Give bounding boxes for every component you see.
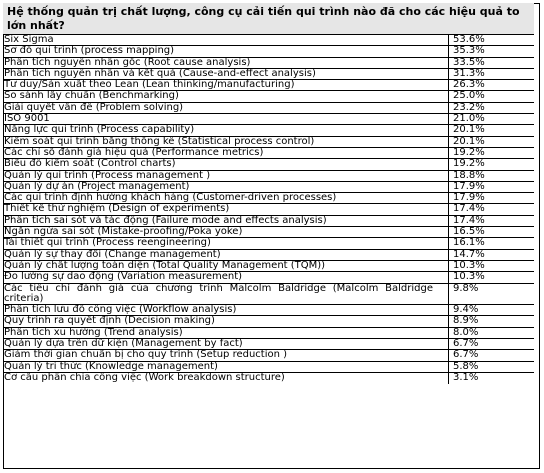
row-label: Biểu đồ kiểm soát (Control charts): [4, 159, 176, 170]
row-value: 6.7%: [448, 339, 528, 349]
table-row: [3, 316, 534, 327]
table-row: [3, 284, 534, 306]
row-value: 16.1%: [448, 238, 528, 248]
row-value: 10.3%: [448, 261, 528, 271]
row-label: Quản lý qui trình (Process management ): [4, 170, 211, 181]
row-label: Ngăn ngừa sai sót (Mistake-proofing/Poka yoke): [4, 227, 243, 238]
row-value: 14.7%: [448, 250, 528, 260]
row-value: 8.0%: [448, 328, 528, 338]
row-label: ISO 9001: [4, 114, 50, 125]
row-label: Quản lý dựa trên dữ kiện (Management by fact): [4, 338, 243, 349]
table-row: [3, 272, 534, 283]
row-value: 9.4%: [448, 305, 528, 315]
row-value: 31.3%: [448, 69, 528, 79]
row-label: Phân tích xu hướng (Trend analysis): [4, 327, 183, 338]
row-value: 21.0%: [448, 114, 528, 124]
row-value: 20.1%: [448, 125, 528, 135]
row-label: Các qui trình định hướng khách hàng (Customer-driven processes): [4, 193, 337, 204]
table-row: [3, 159, 534, 170]
row-value: 26.3%: [448, 80, 528, 90]
row-label: Quản lý chất lượng toàn diện (Total Quality Management (TQM)): [4, 260, 326, 271]
row-value: 6.7%: [448, 350, 528, 360]
row-value: 17.4%: [448, 216, 528, 226]
row-value: 8.9%: [448, 316, 528, 326]
row-value: 16.5%: [448, 227, 528, 237]
row-label: Đo lường sự dao động (Variation measurement): [4, 272, 243, 283]
row-label: Quản lý dự án (Project management): [4, 181, 190, 192]
row-value: 33.5%: [448, 58, 528, 68]
row-label: Quản lý sự thay đổi (Change management): [4, 249, 221, 260]
row-value: 19.2%: [448, 148, 528, 158]
row-label: Giảm thời gian chuẩn bị cho quy trình (Setup reduction ): [4, 350, 288, 361]
table-row: [3, 238, 534, 249]
table-row: [3, 373, 534, 384]
row-label: Tái thiết qui trình (Process reengineering): [4, 238, 211, 249]
row-value: 3.1%: [448, 373, 528, 384]
row-label: Tư duy/Sản xuất theo Lean (Lean thinking/manufacturing): [4, 80, 295, 91]
row-label: Các tiêu chí đánh giá của chương trình Malcolm Baldridge (Malcolm Baldridge criteria): [4, 283, 433, 305]
row-value: 35.3%: [448, 46, 528, 56]
row-label: Sơ đồ qui trình (process mapping): [4, 46, 175, 57]
row-value: 25.0%: [448, 91, 528, 101]
table-row: [3, 46, 534, 57]
table-row: [3, 125, 534, 136]
row-value: 53.6%: [448, 35, 528, 45]
table-header: Hệ thống quản trị chất lượng, công cụ cải tiến qui trình nào đã cho các hiệu quả to lớn nhất?: [3, 3, 534, 35]
table-body: [3, 35, 534, 384]
row-value: 17.9%: [448, 193, 528, 203]
row-label: Năng lực qui trình (Process capability): [4, 125, 195, 136]
row-value: 20.1%: [448, 137, 528, 147]
row-label: So sánh lấy chuẩn (Benchmarking): [4, 91, 179, 102]
row-value: 17.9%: [448, 182, 528, 192]
row-value: 18.8%: [448, 171, 528, 181]
row-value: 9.8%: [448, 284, 528, 305]
row-label: Cơ cấu phân chia công việc (Work breakdown structure): [4, 372, 285, 383]
row-label: Phân tích nguyên nhân gốc (Root cause analysis): [4, 57, 251, 68]
table-row: [3, 350, 534, 361]
row-label: Phân tích sai sót và tác động (Failure mode and effects analysis): [4, 215, 327, 226]
row-value: 10.3%: [448, 272, 528, 282]
row-label: Quản lý tri thức (Knowledge management): [4, 361, 218, 372]
row-label: Kiểm soát qui trình bằng thống kê (Statistical process control): [4, 136, 315, 147]
row-label: Thiết kế thử nghiệm (Design of experiments): [4, 204, 230, 215]
row-label: Các chỉ số đánh giá hiệu quả (Performance metrics): [4, 147, 264, 158]
row-label: Giải quyết vấn đề (Problem solving): [4, 102, 184, 113]
row-value: 5.8%: [448, 362, 528, 372]
row-value: 17.4%: [448, 204, 528, 214]
row-label: Phân tích lưu đồ công việc (Workflow analysis): [4, 305, 237, 316]
row-label: Six Sigma: [4, 35, 54, 45]
row-label: Phân tích nguyên nhân và kết quả (Cause-and-effect analysis): [4, 68, 316, 79]
row-label: Quy trình ra quyết định (Decision making): [4, 316, 215, 327]
row-value: 23.2%: [448, 103, 528, 113]
row-value: 19.2%: [448, 159, 528, 169]
